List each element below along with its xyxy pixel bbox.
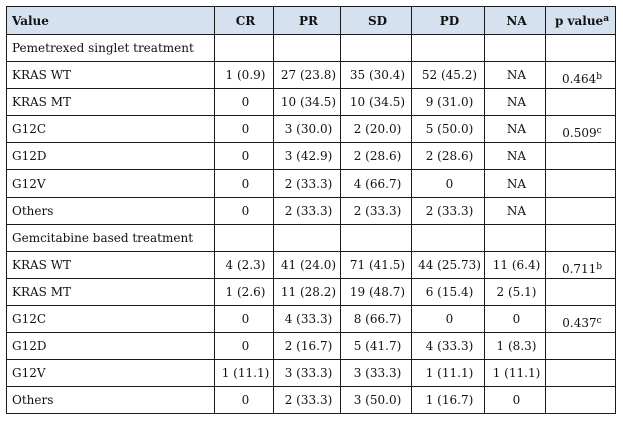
table-row: [7, 197, 616, 224]
p-value-cell: [546, 170, 616, 197]
table-cell: 10 (34.5): [274, 89, 341, 116]
table-cell: 1 (8.3): [485, 333, 546, 360]
p-value: 0.509: [562, 126, 597, 141]
table-cell: 4 (66.7): [341, 170, 412, 197]
table-cell: [485, 224, 546, 251]
table-cell: NA: [485, 197, 546, 224]
section-header-row: [7, 35, 616, 62]
table-cell: [274, 224, 341, 251]
table-cell: NA: [485, 62, 546, 89]
footnote-marker: b: [596, 261, 603, 272]
table-row: [7, 305, 616, 332]
table-cell: 2 (28.6): [341, 143, 412, 170]
column-header: [274, 7, 341, 35]
row-label: KRAS MT: [7, 89, 215, 116]
table-cell: 2 (20.0): [341, 116, 412, 143]
p-value-cell: [546, 116, 616, 143]
table-cell: 1 (0.9): [215, 62, 274, 89]
results-table: [6, 6, 616, 414]
p-value-cell: [546, 333, 616, 360]
table-cell: 4 (33.3): [412, 333, 485, 360]
table-row: [7, 143, 616, 170]
table-cell: 2 (16.7): [274, 333, 341, 360]
table-cell: [274, 35, 341, 62]
table-cell: 4 (2.3): [215, 251, 274, 278]
p-value-cell: [546, 251, 616, 278]
section-header-row: [7, 224, 616, 251]
row-label: G12V: [7, 360, 215, 387]
footnote-marker: c: [596, 316, 602, 327]
table-cell: 1 (11.1): [215, 360, 274, 387]
row-label: G12D: [7, 333, 215, 360]
table-cell: 44 (25.73): [412, 251, 485, 278]
table-cell: 2 (5.1): [485, 278, 546, 305]
row-label: G12C: [7, 305, 215, 332]
table-cell: NA: [485, 89, 546, 116]
column-header: [215, 7, 274, 35]
table-cell: 3 (30.0): [274, 116, 341, 143]
table-cell: 1 (11.1): [485, 360, 546, 387]
row-label: KRAS WT: [7, 251, 215, 278]
table-cell: 5 (50.0): [412, 116, 485, 143]
column-header: [7, 7, 215, 35]
table-row: [7, 333, 616, 360]
table-row: [7, 360, 616, 387]
table-cell: 0: [215, 197, 274, 224]
table-cell: 71 (41.5): [341, 251, 412, 278]
table-cell: [341, 224, 412, 251]
p-value: 0.464: [561, 72, 597, 87]
table-cell: 41 (24.0): [274, 251, 341, 278]
table-cell: [215, 224, 274, 251]
table-row: [7, 251, 616, 278]
table-cell: 0: [215, 89, 274, 116]
table-cell: [412, 35, 485, 62]
table-cell: [412, 224, 485, 251]
table-cell: NA: [485, 116, 546, 143]
section-label: Gemcitabine based treatment: [7, 224, 215, 251]
table-cell: 19 (48.7): [341, 278, 412, 305]
table-cell: 2 (33.3): [274, 170, 341, 197]
p-value: 0.437: [562, 316, 597, 331]
table-cell: 3 (33.3): [274, 360, 341, 387]
p-value-cell: [546, 62, 616, 89]
p-value-cell: [546, 278, 616, 305]
column-header-label: p value: [554, 13, 604, 28]
table-cell: 0: [215, 305, 274, 332]
table-cell: [485, 35, 546, 62]
p-value-cell: [546, 305, 616, 332]
p-value: 0.711: [561, 261, 597, 276]
table-cell: [341, 35, 412, 62]
table-cell: 27 (23.8): [274, 62, 341, 89]
column-header: [341, 7, 412, 35]
column-header-label: Value: [12, 13, 49, 28]
p-value-cell: [546, 224, 616, 251]
column-header: [546, 7, 616, 35]
table-cell: 5 (41.7): [341, 333, 412, 360]
row-label: G12V: [7, 170, 215, 197]
column-header-label: NA: [506, 13, 527, 28]
table-cell: 1 (16.7): [412, 387, 485, 414]
column-header-label: CR: [235, 13, 256, 28]
row-label: KRAS MT: [7, 278, 215, 305]
table-row: [7, 116, 616, 143]
table-cell: 0: [485, 305, 546, 332]
p-value-cell: [546, 35, 616, 62]
column-header-label: PD: [439, 13, 460, 28]
table-row: [7, 170, 616, 197]
table-body: [7, 35, 616, 414]
table-cell: 52 (45.2): [412, 62, 485, 89]
header-row: [7, 7, 616, 35]
table-cell: 0: [485, 387, 546, 414]
column-header-label: PR: [299, 13, 318, 28]
table-cell: 0: [412, 170, 485, 197]
column-header-label: SD: [367, 13, 388, 28]
row-label: Others: [7, 197, 215, 224]
table-cell: 0: [215, 333, 274, 360]
table-row: [7, 62, 616, 89]
table-cell: 0: [215, 143, 274, 170]
p-value-cell: [546, 387, 616, 414]
section-label: Pemetrexed singlet treatment: [7, 35, 215, 62]
table-cell: 1 (11.1): [412, 360, 485, 387]
table-row: [7, 278, 616, 305]
table-cell: 1 (2.6): [215, 278, 274, 305]
table-cell: 2 (28.6): [412, 143, 485, 170]
table-cell: 35 (30.4): [341, 62, 412, 89]
table-row: [7, 387, 616, 414]
row-label: KRAS WT: [7, 62, 215, 89]
table-cell: 2 (33.3): [274, 387, 341, 414]
table-cell: 3 (33.3): [341, 360, 412, 387]
table-cell: 2 (33.3): [412, 197, 485, 224]
table-cell: 11 (6.4): [485, 251, 546, 278]
footnote-marker: b: [596, 72, 603, 83]
table-cell: 0: [215, 170, 274, 197]
column-header: [485, 7, 546, 35]
table-cell: 0: [412, 305, 485, 332]
row-label: G12D: [7, 143, 215, 170]
table-cell: [215, 35, 274, 62]
footnote-marker: a: [603, 13, 610, 24]
table-cell: 3 (42.9): [274, 143, 341, 170]
table-cell: 10 (34.5): [341, 89, 412, 116]
row-label: Others: [7, 387, 215, 414]
table-cell: NA: [485, 170, 546, 197]
p-value-cell: [546, 89, 616, 116]
row-label: G12C: [7, 116, 215, 143]
p-value-cell: [546, 143, 616, 170]
table-cell: 6 (15.4): [412, 278, 485, 305]
table-cell: 0: [215, 387, 274, 414]
table-cell: 0: [215, 116, 274, 143]
table-cell: 3 (50.0): [341, 387, 412, 414]
p-value-cell: [546, 360, 616, 387]
table-cell: 8 (66.7): [341, 305, 412, 332]
table-cell: NA: [485, 143, 546, 170]
p-value-cell: [546, 197, 616, 224]
footnote-marker: c: [596, 126, 602, 137]
table-cell: 4 (33.3): [274, 305, 341, 332]
table-cell: 11 (28.2): [274, 278, 341, 305]
table-cell: 9 (31.0): [412, 89, 485, 116]
table-cell: 2 (33.3): [341, 197, 412, 224]
table-row: [7, 89, 616, 116]
column-header: [412, 7, 485, 35]
table-cell: 2 (33.3): [274, 197, 341, 224]
